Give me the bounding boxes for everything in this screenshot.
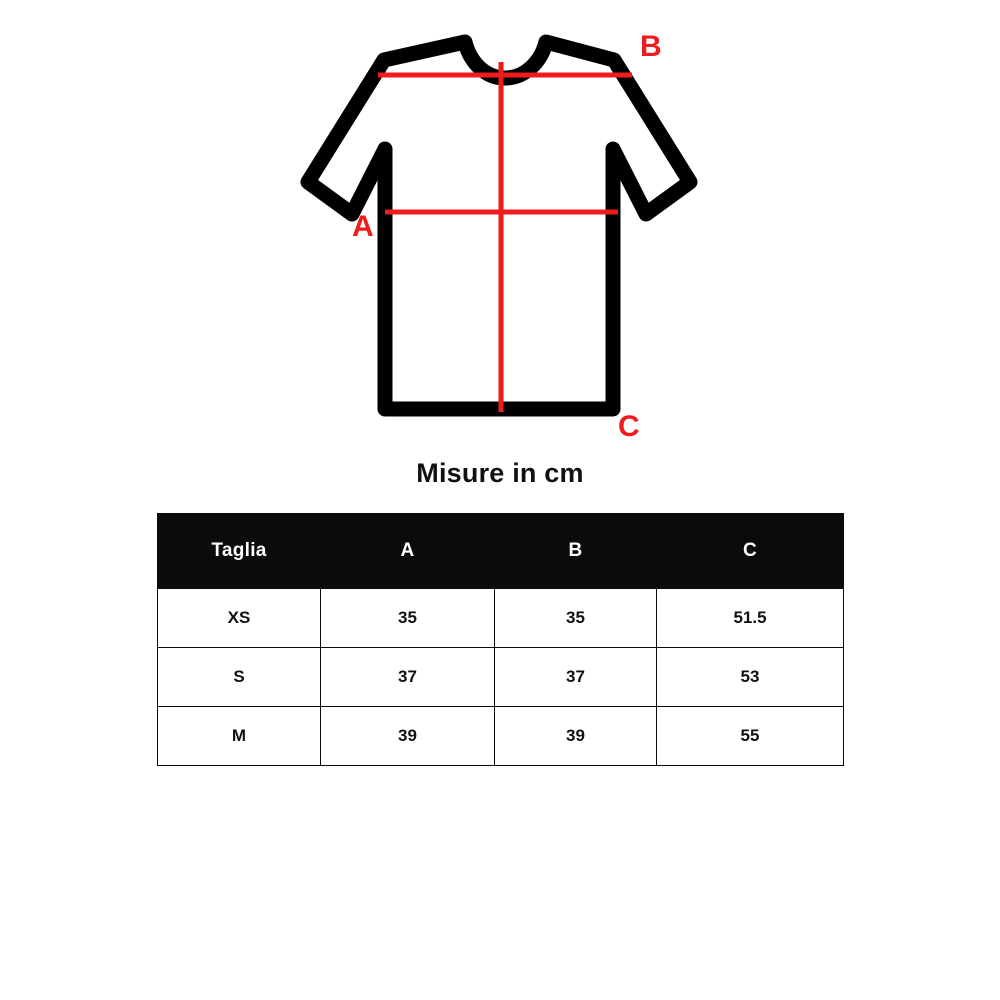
size-table-wrapper bbox=[157, 513, 843, 766]
cell-c: 51.5 bbox=[657, 589, 844, 648]
cell-b: 35 bbox=[495, 589, 657, 648]
size-table-head bbox=[158, 514, 844, 589]
cell-b: 37 bbox=[495, 648, 657, 707]
measure-unit-caption: Misure in cm bbox=[416, 458, 584, 488]
cell-size: M bbox=[158, 707, 321, 766]
cell-a: 37 bbox=[321, 648, 495, 707]
cell-size: S bbox=[158, 648, 321, 707]
table-header-row bbox=[158, 514, 844, 589]
cell-a: 35 bbox=[321, 589, 495, 648]
label-b: B bbox=[640, 30, 662, 63]
measure-lines bbox=[378, 62, 632, 412]
cell-b: 39 bbox=[495, 707, 657, 766]
size-table bbox=[157, 513, 844, 766]
cell-c: 55 bbox=[657, 707, 844, 766]
label-a: A bbox=[352, 210, 374, 243]
cell-c: 53 bbox=[657, 648, 844, 707]
cell-size: XS bbox=[158, 589, 321, 648]
column-header-b: B bbox=[495, 514, 657, 589]
column-header-c: C bbox=[657, 514, 844, 589]
tshirt-diagram bbox=[0, 0, 1000, 460]
label-c: C bbox=[618, 410, 640, 443]
size-table-body bbox=[158, 589, 844, 766]
table-row bbox=[158, 589, 844, 648]
cell-a: 39 bbox=[321, 707, 495, 766]
column-header-a: A bbox=[321, 514, 495, 589]
column-header-size: Taglia bbox=[158, 514, 321, 589]
table-row bbox=[158, 648, 844, 707]
table-row bbox=[158, 707, 844, 766]
